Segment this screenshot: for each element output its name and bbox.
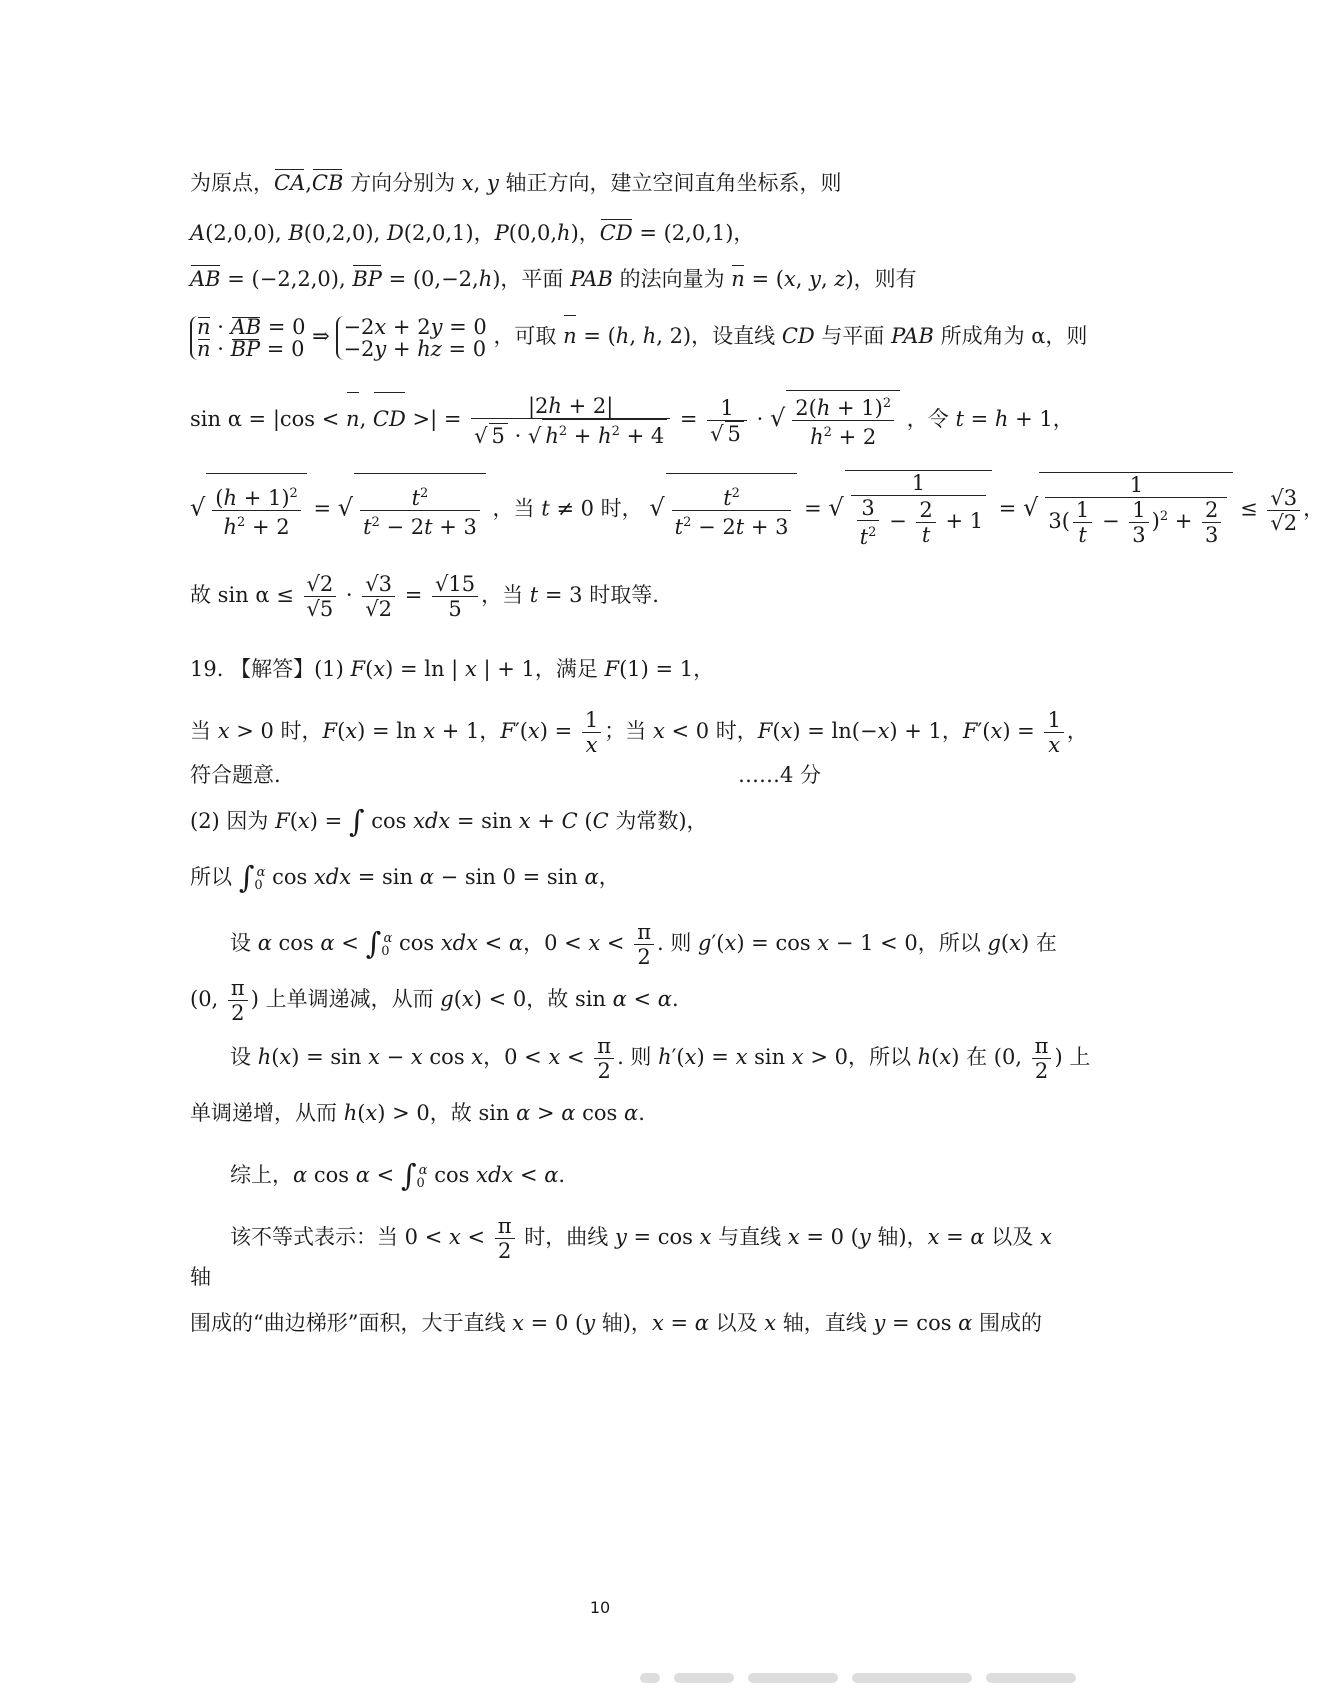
text-line-12: 所以 $\int_0^\alpha$ cos xdx = sin α − sin 0 = sin α， [190,860,620,896]
text-line-13: 设 α $\cos \alpha < \int_0^\alpha$ cos xdx < α，0 < x < $\frac{\pi}{2}$ . 则 g′(x) = cos x − 1 < 0，所以 g(x) 在 [230,920,1057,969]
text-line-1: 为原点，CA,CB 方向分别为 x, y 轴正方向，建立空间直角坐标系，则 [190,168,842,198]
text-line-17: 综上，α $\cos \alpha < \int_0^\alpha$ cos xdx < α. [230,1158,566,1194]
text-line-2: A(2,0,0), B(0,2,0), D(2,0,1)，P(0,0,h)，CD = (2,0,1)， [190,218,754,248]
text-line-14: (0, $\frac{\pi}{2}$ ) 上单调递减，从而 g(x) < 0，故 sin α < α. [190,976,679,1025]
text-line-11: (2) 因为 F(x) = ∫ cos xdx = sin x + C (C 为常数)， [190,804,708,840]
text-line-10: 符合题意. [190,763,281,787]
text-line-16: 单调递增，从而 h(x) > 0，故 sin α > α cos α. [190,1101,645,1125]
text-line-7: 故 sin α ≤ $\frac{√2}{√5}$ · $\frac{√3}{√2}$ = $\frac{√15}{5}$ ，当 t = 3 时取等. [190,572,659,621]
text-line-5: sin α = |cos < n, CD >| = $\frac{|2h + 2|}{√ 5 \cdot √ h^2 + h^2 + 4}$ = $\frac{1}{√ 5}$ · √ $\frac{2(h + 1)^2}{h^2 + 2}$ ，令 t = h + 1， [190,390,1074,449]
text-line-20: 围成的“曲边梯形”面积，大于直线 x = 0 (y 轴)，x = α 以及 x 轴，直线 y = cos α 围成的 [190,1311,1043,1335]
text-line-6: √ $\frac{(h + 1)^2}{h^2 + 2}$ = √ $\frac{t^2}{t^2 - 2t + 3}$ ，当 t ≠ 0 时， √ $\frac{t^2}{t^2 - 2t + 3}$ = √ 1 $\frac{3}{t^2}$ − $\frac{2}{t}$ + 1 = √ 1 3( $\frac{1}{t}$ − $\frac{1}{3}$ )$^2$ + $\frac{2}{3}$ ≤ $\frac{√3}{√2}$ ， [190,471,1324,549]
text-line-18: 该不等式表示：当 0 < x < $\frac{\pi}{2}$ 时，曲线 y = cos x 与直线 x = 0 (y 轴)，x = α 以及 x [230,1214,1052,1263]
page-number: 10 [589,1598,611,1617]
score-note: ……4 分 [738,763,822,787]
text-line-15: 设 h(x) = sin x − x cos x，0 < x < $\frac{\pi}{2}$ . 则 h′(x) = x sin x > 0，所以 h(x) 在 (0, $\frac{\pi}{2}$ ) 上 [230,1034,1091,1083]
text-line-19: 轴 [190,1265,211,1289]
watermark [640,1668,1140,1688]
normal-vector-system: n · AB = 0 n · BP = 0 [190,316,305,360]
text-line-3: AB = (−2,2,0), BP = (0,−2,h)，平面 PAB 的法向量为 n = (x, y, z)，则有 [190,264,917,294]
text-line-8: 19. 【解答】(1) F(x) = ln | x | + 1，满足 F(1) = 1， [190,657,715,681]
text-line-4: n · AB = 0 n · BP = 0 ⇒ −2x + 2y = 0 −2y + hz = 0 ，可取 n = (h, h, 2)，设直线 CD 与平面 PAB 所成角为 α，则 [190,314,1087,360]
text-line-9: 当 x > 0 时，F(x) = ln x + 1，F′(x) = $\frac{1}{x}$ ；当 x < 0 时，F(x) = ln(−x) + 1，F′(x) = $\frac{1}{x}$ ， [190,708,1088,757]
equation-system: −2x + 2y = 0 −2y + hz = 0 [336,316,486,360]
